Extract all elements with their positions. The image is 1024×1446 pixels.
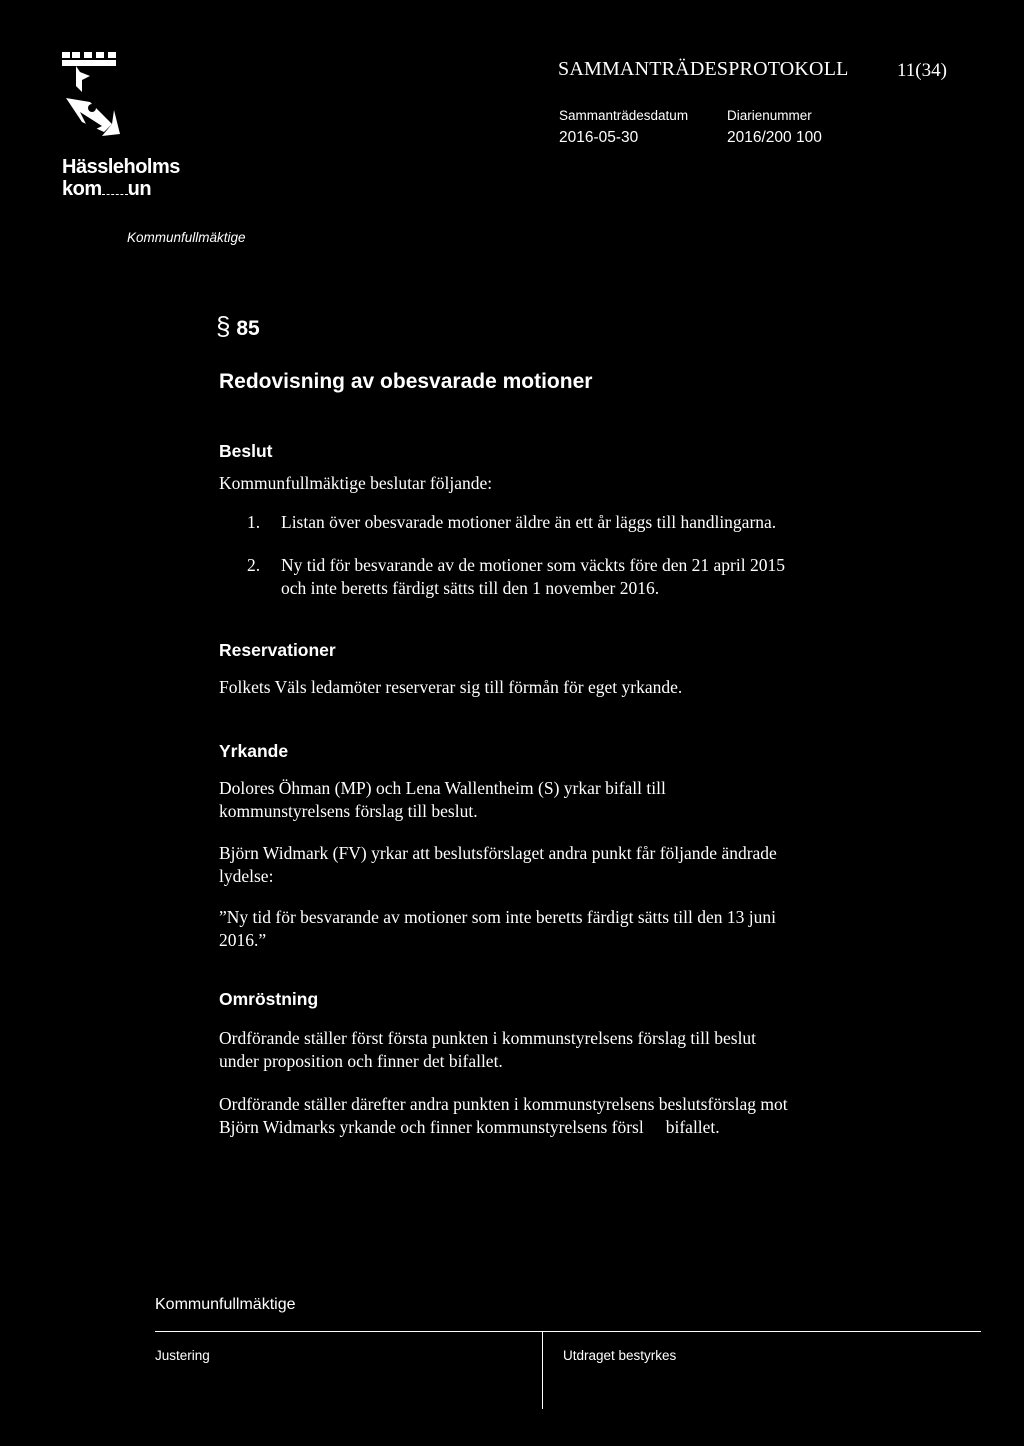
text-line: Ordförande ställer därefter andra punkten i kommunstyrelsens beslutsförslag mot bbox=[219, 1094, 788, 1114]
meeting-date-label: Sammanträdesdatum bbox=[559, 108, 689, 123]
section-number bbox=[216, 311, 260, 342]
text-fragment: bifallet. bbox=[665, 1117, 720, 1137]
text-line: under proposition och finner det bifallet. bbox=[219, 1051, 503, 1071]
text-line: Björn Widmark (FV) yrkar att beslutsförslaget andra punkt får följande ändrade bbox=[219, 843, 777, 863]
list-item-text-line2: och inte beretts färdigt sätts till den 1 november 2016. bbox=[281, 578, 660, 598]
list-item-text-line1: Ny tid för besvarande av de motioner som väckts före den 21 april 2015 bbox=[281, 555, 785, 575]
text-line: kommunstyrelsens förslag till beslut. bbox=[219, 801, 478, 821]
logo-text-line2 bbox=[62, 178, 151, 201]
page-title: Redovisning av obesvarade motioner bbox=[219, 370, 593, 393]
document-type: SAMMANTRÄDESPROTOKOLL bbox=[558, 58, 849, 80]
text-line: 2016.” bbox=[219, 930, 267, 950]
yrkande-heading: Yrkande bbox=[219, 741, 289, 761]
meeting-date-value: 2016-05-30 bbox=[559, 129, 639, 146]
yrkande-paragraph-1 bbox=[219, 777, 899, 823]
omrostning-paragraph-1 bbox=[219, 1027, 899, 1073]
text-line: Dolores Öhman (MP) och Lena Wallentheim (S) yrkar bifall till bbox=[219, 778, 666, 798]
beslut-heading: Beslut bbox=[219, 441, 273, 461]
list-item bbox=[247, 554, 887, 600]
organization-header: Kommunfullmäktige bbox=[127, 230, 246, 245]
logo-text-line1: Hässleholms bbox=[62, 156, 180, 178]
text-line: Ordförande ställer först första punkten i kommunstyrelsens förslag till beslut bbox=[219, 1028, 757, 1048]
text-line bbox=[219, 1116, 899, 1139]
logo-text-line2-end: un bbox=[127, 178, 152, 200]
beslut-intro: Kommunfullmäktige beslutar följande: bbox=[219, 473, 493, 493]
omrostning-paragraph-2 bbox=[219, 1093, 899, 1139]
registry-number-label: Diarienummer bbox=[727, 108, 812, 123]
text-line: lydelse: bbox=[219, 866, 274, 886]
yrkande-paragraph-2 bbox=[219, 842, 899, 888]
coat-of-arms-icon bbox=[62, 52, 172, 152]
registry-number-value: 2016/200 100 bbox=[727, 129, 822, 146]
section-number-value: 85 bbox=[236, 317, 260, 340]
list-item-text: Listan över obesvarade motioner äldre än ett år läggs till handlingarna. bbox=[281, 512, 777, 532]
text-line: ”Ny tid för besvarande av motioner som inte beretts färdigt sätts till den 13 juni bbox=[219, 907, 776, 927]
list-item bbox=[247, 511, 887, 534]
utdrag-label: Utdraget bestyrkes bbox=[563, 1348, 677, 1363]
decision-list bbox=[247, 511, 887, 534]
municipality-logo bbox=[62, 52, 202, 202]
reservationer-text: Folkets Väls ledamöter reserverar sig till förmån för eget yrkande. bbox=[219, 677, 683, 697]
reservationer-heading: Reservationer bbox=[219, 640, 336, 660]
list-item-number: 2. bbox=[247, 555, 261, 575]
yrkande-quote bbox=[219, 906, 899, 952]
footer-divider bbox=[155, 1331, 981, 1332]
page-number: 11(34) bbox=[897, 60, 947, 81]
footer-column-divider bbox=[542, 1331, 543, 1409]
footer-organization: Kommunfullmäktige bbox=[155, 1296, 296, 1313]
justering-label: Justering bbox=[155, 1348, 210, 1363]
list-item-number: 1. bbox=[247, 512, 261, 532]
decision-list-2 bbox=[247, 554, 887, 600]
text-fragment: Björn Widmarks yrkande och finner kommunstyrelsens försl bbox=[219, 1117, 644, 1137]
section-symbol: § bbox=[216, 311, 231, 341]
logo-text-line2-start: kom bbox=[62, 178, 102, 200]
omrostning-heading: Omröstning bbox=[219, 989, 319, 1009]
